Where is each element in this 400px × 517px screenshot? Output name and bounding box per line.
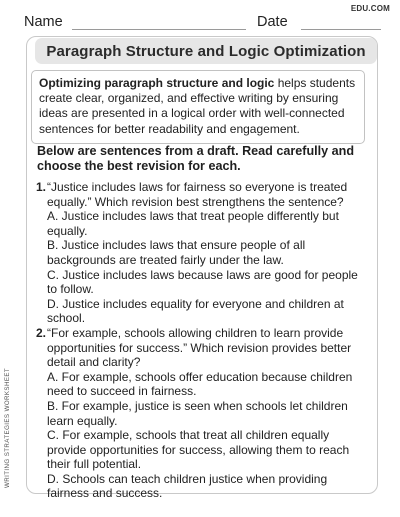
answer-option-c: C. Justice includes laws because laws are good for people to follow. <box>47 267 358 297</box>
question-prompt: “For example, schools allowing children to learn provide opportunities for success.” Which revision provides better detail and clarity? <box>47 325 352 370</box>
date-line <box>301 29 381 30</box>
question-prompt: “Justice includes laws for fairness so everyone is treated equally.” Which revision best strengthens the sentence? <box>47 180 348 209</box>
name-label: Name <box>24 14 63 30</box>
question-number: 1. <box>36 180 47 194</box>
instructions: Below are sentences from a draft. Read carefully and choose the best revision for each. <box>37 144 355 174</box>
intro-rest: helps students create clear, organized, and effective writing by ensuring ideas are presented in a logical order with well-connected sentences for better readability and engagement. <box>39 76 356 136</box>
question-1 <box>36 180 368 326</box>
edu-logo: EDU.COM <box>350 4 390 13</box>
intro-bold: Optimizing paragraph structure and logic <box>39 76 275 90</box>
answer-option-d: D. Schools can teach children justice when providing fairness and success. <box>47 471 328 501</box>
answer-option-b: B. Justice includes laws that ensure people of all backgrounds are treated fairly under the law. <box>47 238 306 267</box>
date-label: Date <box>257 14 288 30</box>
answer-option-a: A. Justice includes laws that treat people differently but equally. <box>47 209 339 238</box>
name-line <box>72 29 246 30</box>
answer-option-d: D. Justice includes equality for everyone and children at school. <box>47 296 344 326</box>
page-title: Paragraph Structure and Logic Optimization <box>46 42 366 60</box>
question-2 <box>36 326 368 501</box>
header-row <box>20 12 390 34</box>
intro-box <box>31 70 365 144</box>
side-label: WRITING STRATEGIES WORKSHEET <box>4 367 11 488</box>
title-bar <box>35 38 377 64</box>
answer-option-c: C. For example, schools that treat all children equally provide opportunities for success, allowing them to reach their full potential. <box>47 428 350 472</box>
answer-option-a: A. For example, schools offer education because children need to succeed in fairness. <box>47 369 353 399</box>
answer-option-b: B. For example, justice is seen when schools let children learn equally. <box>47 398 348 428</box>
question-number: 2. <box>36 325 47 340</box>
question-list <box>36 180 368 501</box>
intro-text <box>39 76 357 137</box>
